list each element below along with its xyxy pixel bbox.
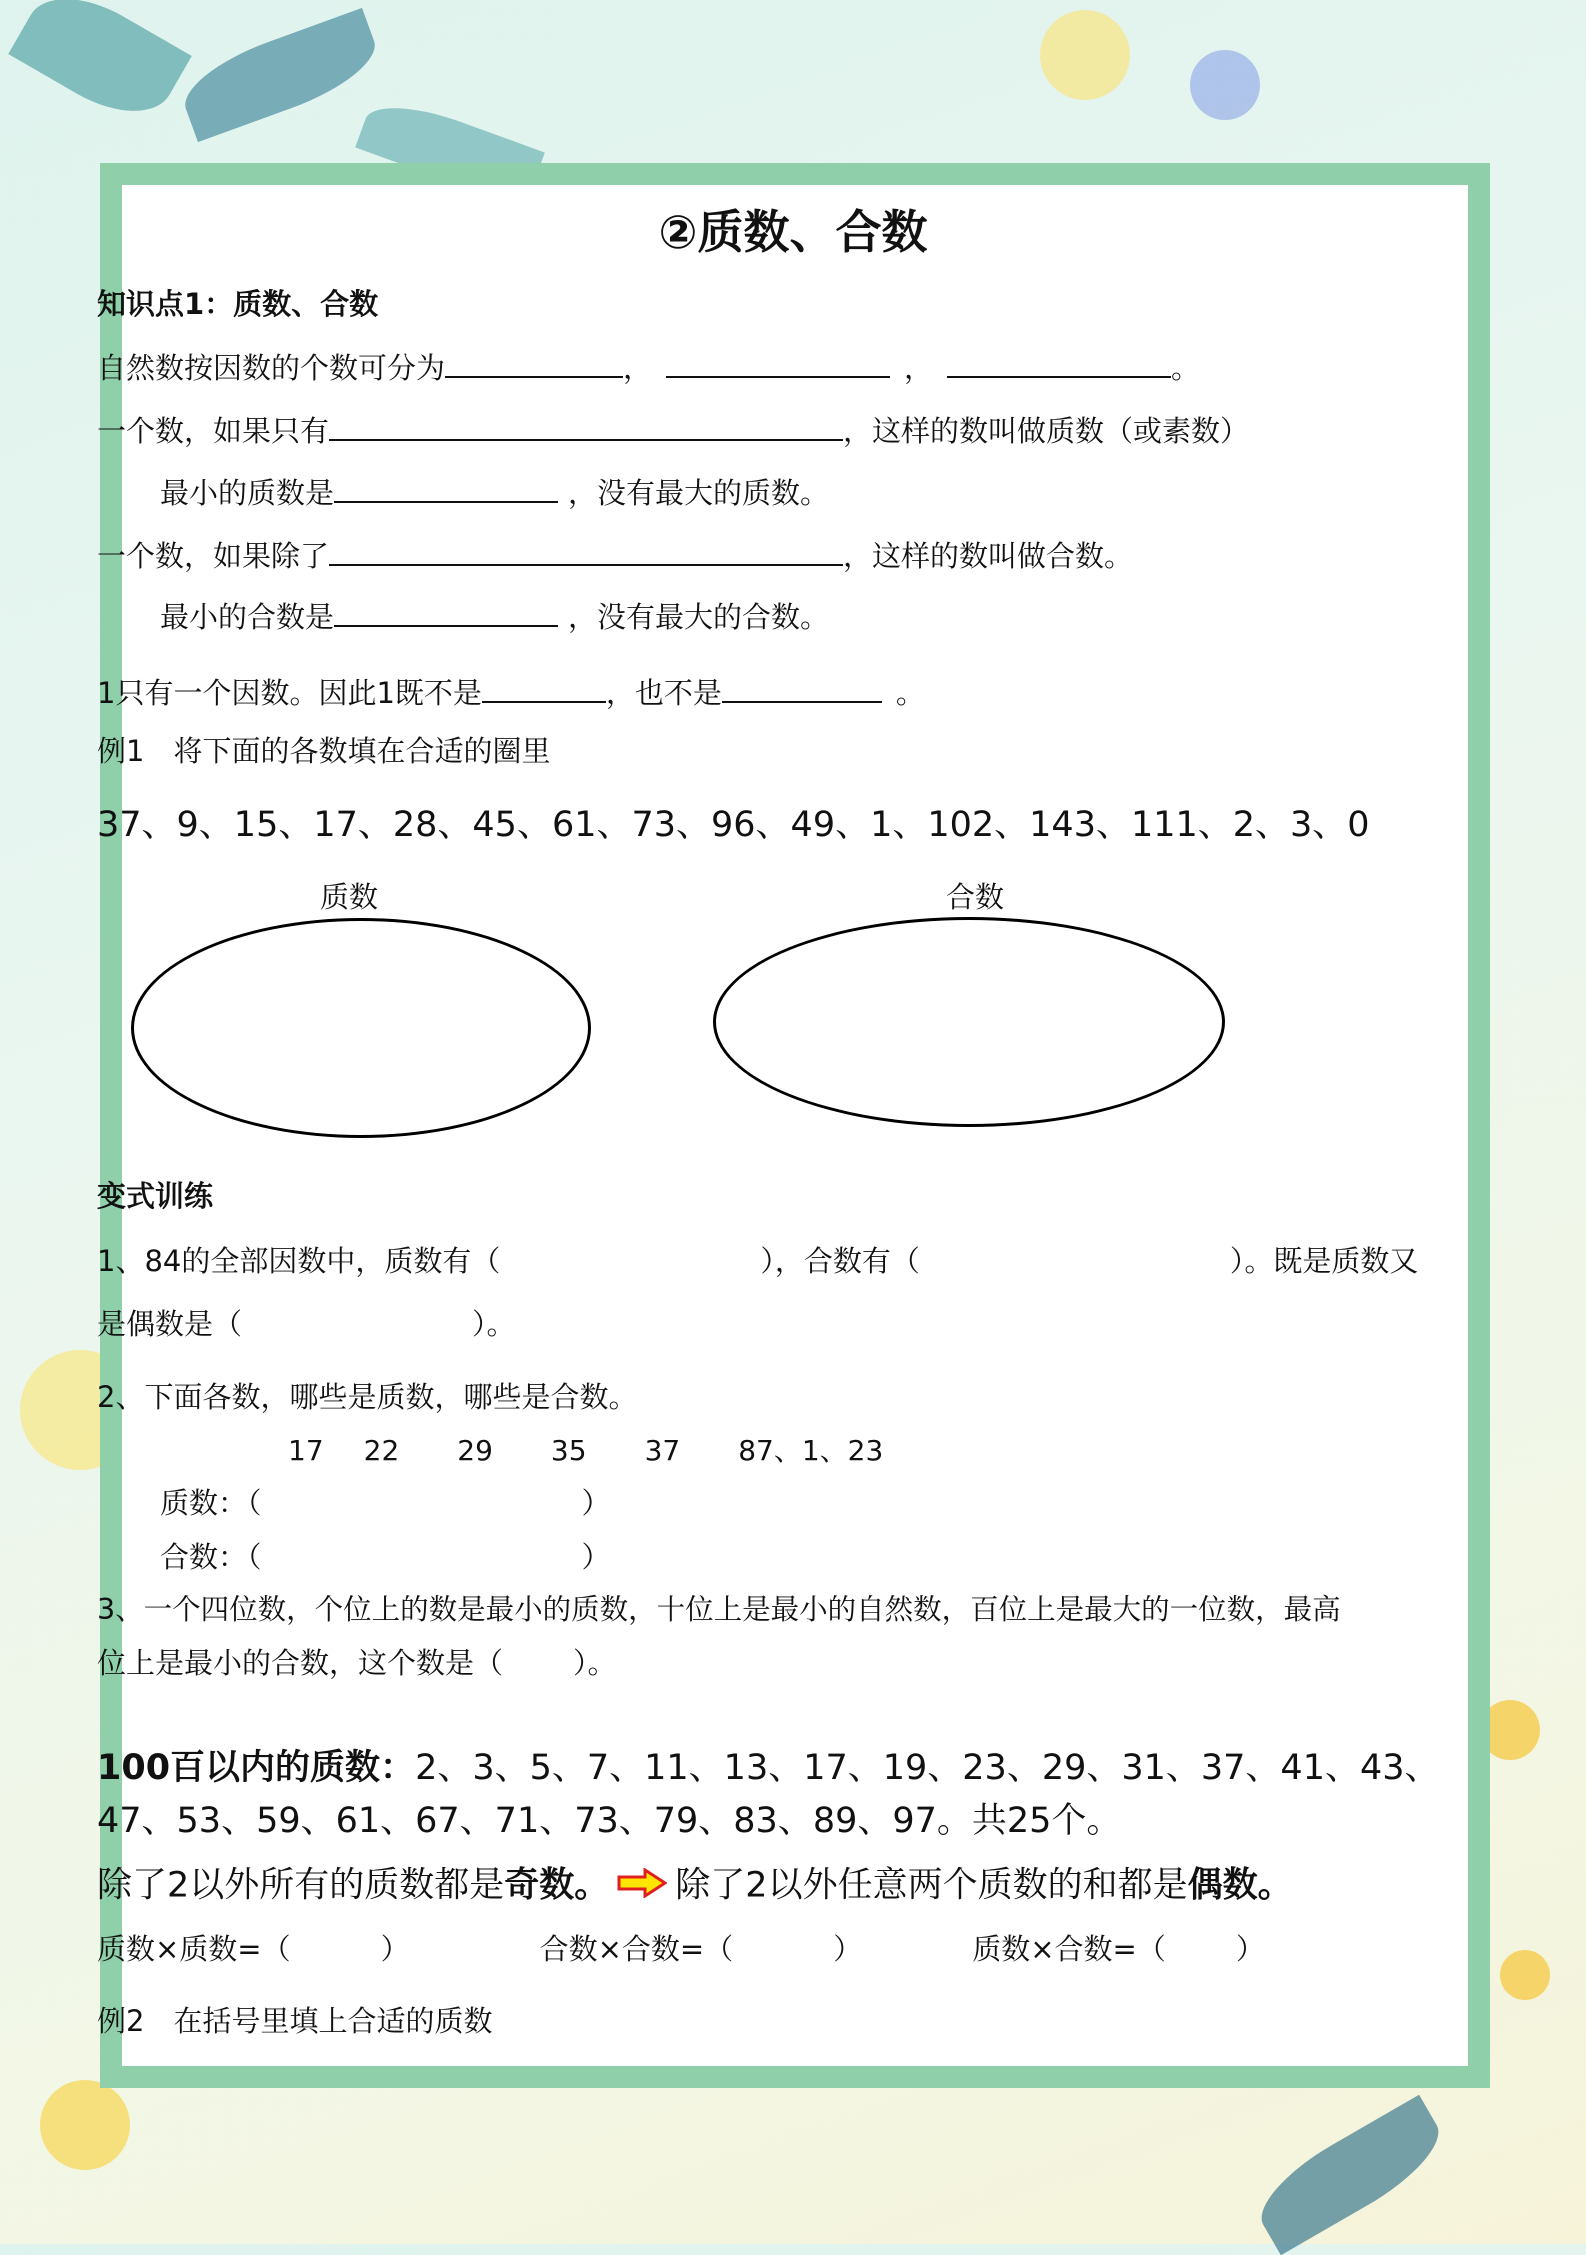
page-title: ②质数、合数 — [658, 205, 928, 259]
knowledge-heading: 知识点1：质数、合数 — [97, 287, 379, 321]
practice-q3-line2 — [97, 1646, 617, 1680]
primes-line2: 47、53、59、61、67、71、73、79、83、89、97。共25个。 — [97, 1801, 1122, 1841]
practice-q1-line1 — [97, 1244, 1419, 1278]
text: 质数×合数=（ — [972, 1932, 1166, 1966]
primes-rule — [97, 1865, 1293, 1906]
right-arrow-icon — [617, 1868, 667, 1905]
text: 1只有一个因数。因此1既不是 — [97, 676, 482, 710]
text: ，没有最大的合数。 — [568, 600, 830, 634]
number: 37 — [644, 1434, 681, 1467]
composite-circle[interactable] — [713, 917, 1225, 1127]
text: 最小的质数是 — [160, 476, 335, 510]
primes-list: 2、3、5、7、11、13、17、19、23、29、31、37、41、43、 — [415, 1748, 1440, 1788]
blank[interactable] — [329, 415, 843, 441]
text: ， — [904, 351, 934, 385]
text: 最小的合数是 — [160, 600, 335, 634]
text: ） — [833, 1932, 863, 1966]
blank[interactable] — [329, 540, 843, 566]
text: 奇数。 — [504, 1865, 610, 1906]
knowledge-line-6 — [97, 677, 925, 708]
flower-decoration — [1190, 50, 1260, 120]
text: ， — [623, 351, 653, 385]
text: 合数×合数=（ — [539, 1932, 734, 1966]
products-line — [97, 1932, 1265, 1966]
text: 除了2以外任意两个质数的和都是 — [675, 1865, 1188, 1906]
text: ） — [581, 1540, 611, 1574]
prime-circle[interactable] — [131, 918, 591, 1138]
practice-q2-prime — [160, 1486, 611, 1520]
knowledge-line-4 — [97, 540, 1133, 571]
knowledge-line-3 — [160, 477, 829, 508]
text: ） — [380, 1932, 410, 1966]
text: 。 — [1171, 351, 1201, 385]
blank[interactable] — [666, 352, 890, 378]
text: ） — [1235, 1932, 1265, 1966]
text: 位上是最小的合数，这个数是（ — [97, 1646, 504, 1680]
flower-decoration — [1500, 1950, 1550, 2000]
number: 17 — [288, 1434, 324, 1467]
leaf-decoration — [174, 8, 386, 142]
example1-numbers: 37、9、15、17、28、45、61、73、96、49、1、102、143、111、2、3、0 — [97, 805, 1370, 845]
text: 。 — [895, 676, 925, 710]
flower-decoration — [40, 2080, 130, 2170]
leaf-decoration — [1246, 2095, 1454, 2255]
practice-q2-numbers — [288, 1434, 884, 1467]
text: ，这样的数叫做质数（或素数） — [843, 414, 1250, 448]
circle-label-prime: 质数 — [320, 880, 379, 914]
blank[interactable] — [722, 677, 882, 703]
practice-q1-line2 — [97, 1307, 516, 1341]
text: ） — [581, 1486, 611, 1520]
blank[interactable] — [947, 352, 1171, 378]
number: 22 — [363, 1434, 400, 1467]
text: 一个数，如果只有 — [97, 414, 330, 448]
knowledge-line-2 — [97, 415, 1249, 446]
practice-q2-composite — [160, 1540, 611, 1574]
text: 偶数。 — [1187, 1865, 1293, 1906]
text: ，没有最大的质数。 — [568, 476, 830, 510]
primes-line1 — [97, 1748, 1440, 1788]
practice-q3-line1: 3、一个四位数，个位上的数是最小的质数，十位上是最小的自然数，百位上是最大的一位数，最高 — [97, 1593, 1341, 1626]
text: 除了2以外所有的质数都是 — [97, 1865, 505, 1906]
blank[interactable] — [482, 677, 606, 703]
knowledge-line-5 — [160, 601, 829, 632]
text: ）。 — [472, 1307, 516, 1341]
text: 自然数按因数的个数可分为 — [97, 351, 446, 385]
primes-label: 100百以内的质数： — [97, 1748, 416, 1788]
text: 一个数，如果除了 — [97, 539, 330, 573]
blank[interactable] — [334, 477, 558, 503]
flower-decoration — [1040, 10, 1130, 100]
number: 29 — [457, 1434, 493, 1467]
blank[interactable] — [445, 352, 623, 378]
text: ，这样的数叫做合数。 — [843, 539, 1134, 573]
number: 35 — [550, 1434, 587, 1467]
example1-label: 例1 将下面的各数填在合适的圈里 — [97, 734, 551, 768]
leaf-decoration — [8, 0, 192, 134]
text: 质数×质数=（ — [97, 1932, 291, 1966]
number: 87、1、23 — [738, 1434, 884, 1467]
knowledge-line-1 — [97, 352, 1200, 383]
practice-heading: 变式训练 — [97, 1179, 214, 1213]
text: ）。 — [573, 1646, 617, 1680]
text: ）。既是质数又 — [1229, 1244, 1419, 1278]
example2-label: 例2 在括号里填上合适的质数 — [97, 2004, 493, 2038]
text: ），合数有（ — [760, 1244, 920, 1278]
text: 质数：（ — [160, 1486, 262, 1520]
blank[interactable] — [334, 601, 558, 627]
text: 合数：（ — [160, 1540, 262, 1574]
text: 是偶数是（ — [97, 1307, 243, 1341]
practice-q2: 2、下面各数，哪些是质数，哪些是合数。 — [97, 1380, 638, 1414]
text: ，也不是 — [605, 676, 722, 710]
text: 1、84的全部因数中，质数有（ — [97, 1244, 501, 1278]
circle-label-composite: 合数 — [946, 880, 1005, 914]
